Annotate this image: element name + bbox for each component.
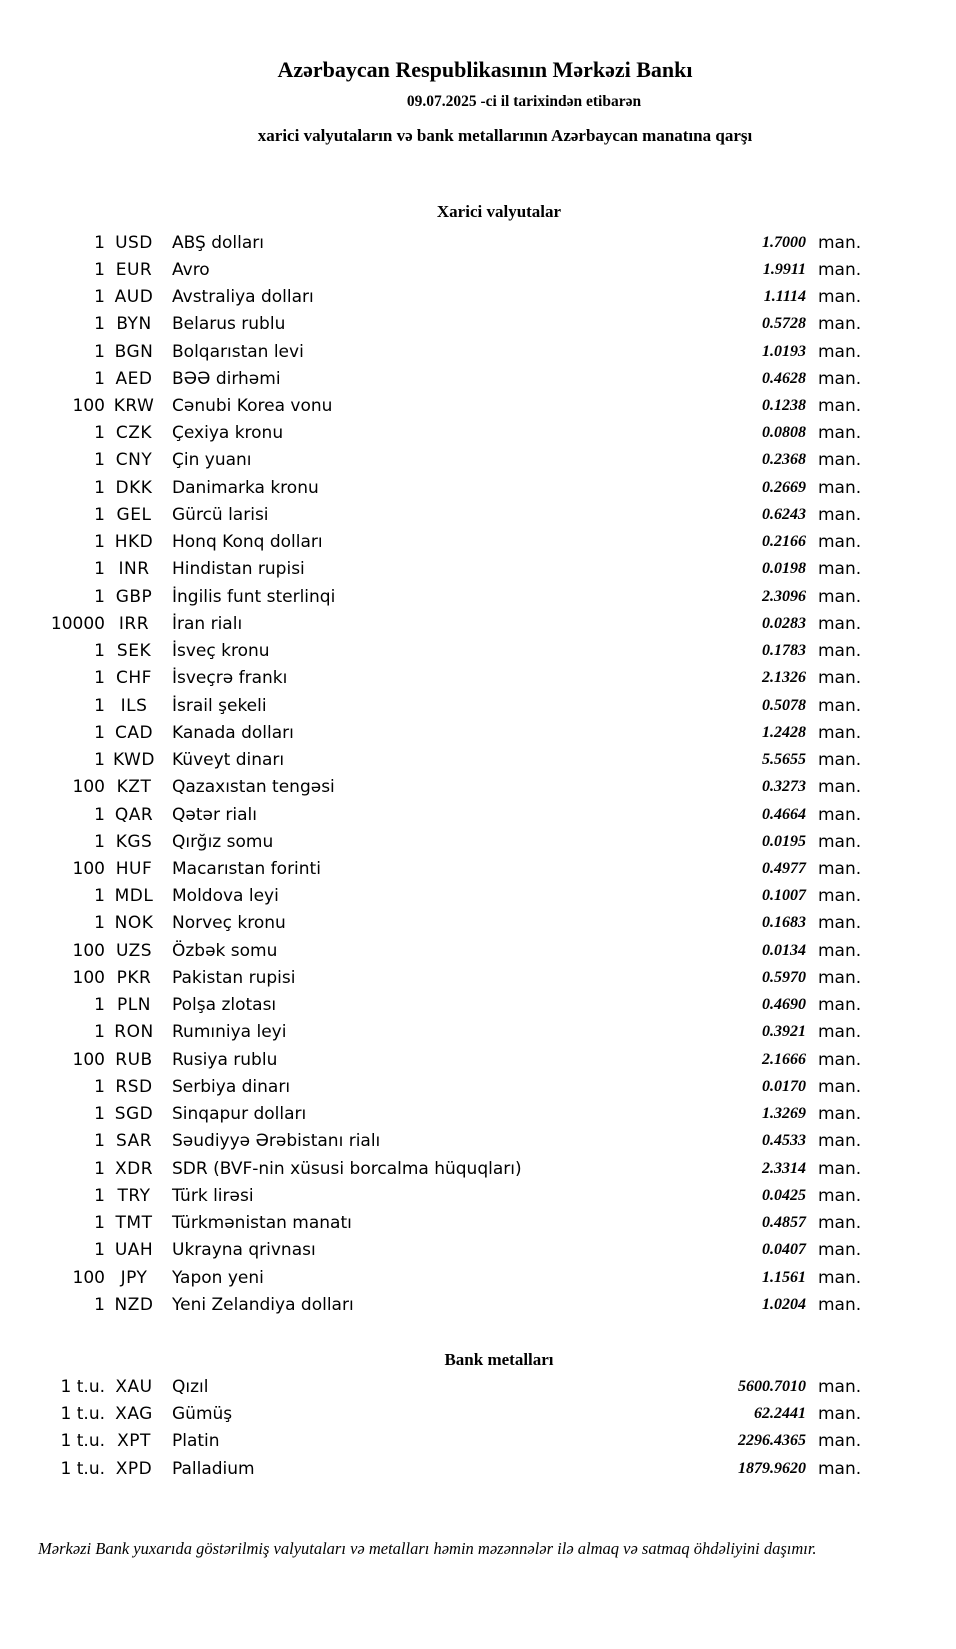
row-currency-name: Hindistan rupisi — [172, 559, 305, 580]
row-currency-code: PKR — [116, 967, 152, 988]
row-rate-value: 0.0198 — [762, 560, 806, 578]
row-quantity: 1 t.u. — [60, 1431, 105, 1452]
rate-table-row — [0, 1073, 956, 1100]
row-quantity: 1 — [94, 368, 105, 389]
row-rate-value: 0.0195 — [762, 832, 806, 850]
row-currency-code: BGN — [114, 341, 154, 362]
row-rate-value: 2296.4365 — [738, 1432, 806, 1450]
row-currency-name: İsveçrə frankı — [172, 668, 288, 689]
rate-table-row — [0, 937, 956, 964]
row-unit-label: man. — [818, 613, 862, 634]
row-quantity: 100 — [72, 967, 105, 988]
row-quantity: 1 — [94, 1294, 105, 1315]
rate-table-row — [0, 692, 956, 719]
row-unit-label: man. — [818, 504, 862, 525]
row-rate-value: 0.3273 — [762, 778, 806, 796]
row-currency-code: DKK — [115, 477, 153, 498]
row-unit-label: man. — [818, 1267, 862, 1288]
row-currency-code: XAU — [115, 1376, 153, 1397]
row-currency-code: KWD — [113, 750, 155, 771]
row-currency-name: İsrail şekeli — [172, 695, 267, 716]
row-currency-code: RON — [114, 1022, 154, 1043]
currencies-table — [0, 229, 956, 1318]
currencies-section-heading: Xarici valyutalar — [436, 202, 562, 221]
row-unit-label: man. — [818, 1458, 862, 1479]
rate-table-row — [0, 774, 956, 801]
row-currency-name: Moldova leyi — [172, 886, 279, 907]
row-currency-code: KRW — [113, 396, 155, 417]
row-rate-value: 0.0134 — [762, 941, 806, 959]
row-rate-value: 0.2368 — [762, 451, 806, 469]
row-currency-name: ABŞ dolları — [172, 232, 264, 253]
row-quantity: 1 — [94, 1240, 105, 1261]
rate-table-row — [0, 992, 956, 1019]
row-unit-label: man. — [818, 1076, 862, 1097]
row-rate-value: 0.1007 — [762, 887, 806, 905]
row-currency-name: Palladium — [172, 1458, 255, 1479]
row-currency-code: EUR — [115, 259, 153, 280]
row-rate-value: 0.4628 — [762, 369, 806, 387]
row-unit-label: man. — [818, 450, 862, 471]
row-rate-value: 0.4857 — [762, 1214, 806, 1232]
row-quantity: 1 t.u. — [60, 1458, 105, 1479]
row-unit-label: man. — [818, 967, 862, 988]
rate-table-row — [0, 1155, 956, 1182]
row-rate-value: 0.3921 — [762, 1023, 806, 1041]
row-quantity: 1 t.u. — [60, 1404, 105, 1425]
row-rate-value: 1.9911 — [762, 260, 806, 278]
row-currency-code: TRY — [117, 1185, 151, 1206]
row-rate-value: 5600.7010 — [738, 1377, 806, 1395]
row-unit-label: man. — [818, 750, 862, 771]
row-rate-value: 0.6243 — [762, 505, 806, 523]
row-currency-name: Səudiyyə Ərəbistanı rialı — [172, 1131, 381, 1152]
row-currency-code: NOK — [114, 913, 154, 934]
row-quantity: 1 — [94, 232, 105, 253]
row-currency-code: USD — [115, 232, 153, 253]
row-currency-code: UAH — [114, 1240, 154, 1261]
row-unit-label: man. — [818, 1158, 862, 1179]
row-quantity: 100 — [72, 940, 105, 961]
row-currency-name: Çin yuanı — [172, 450, 252, 471]
rate-table-row — [0, 638, 956, 665]
row-currency-name: Gürcü larisi — [172, 504, 269, 525]
row-currency-name: Pakistan rupisi — [172, 967, 296, 988]
row-currency-name: Küveyt dinarı — [172, 750, 285, 771]
row-currency-code: AED — [115, 368, 153, 389]
row-rate-value: 1.1114 — [763, 288, 806, 306]
rate-table-row — [0, 1019, 956, 1046]
row-unit-label: man. — [818, 287, 862, 308]
row-currency-code: HKD — [114, 532, 154, 553]
row-unit-label: man. — [818, 368, 862, 389]
rate-table-row — [0, 365, 956, 392]
row-rate-value: 0.5728 — [762, 315, 806, 333]
row-quantity: 1 — [94, 423, 105, 444]
row-quantity: 1 — [94, 450, 105, 471]
rate-table-row — [0, 964, 956, 991]
rate-table-row — [0, 801, 956, 828]
rate-table-row — [0, 1291, 956, 1318]
row-unit-label: man. — [818, 1240, 862, 1261]
row-unit-label: man. — [818, 259, 862, 280]
row-currency-name: Qızıl — [172, 1376, 209, 1397]
row-currency-code: GEL — [116, 504, 152, 525]
rate-table-row — [0, 1182, 956, 1209]
rate-table-row — [0, 1373, 956, 1400]
row-currency-name: Polşa zlotası — [172, 995, 277, 1016]
row-rate-value: 0.4664 — [762, 805, 806, 823]
rate-table-row — [0, 1209, 956, 1236]
row-rate-value: 1.3269 — [762, 1105, 806, 1123]
row-currency-code: TMT — [115, 1213, 153, 1234]
row-quantity: 100 — [72, 777, 105, 798]
rate-table-row — [0, 910, 956, 937]
row-quantity: 1 t.u. — [60, 1376, 105, 1397]
page-subtitle: xarici valyutaların və bank metallarının Azərbaycan manatına qarşı — [257, 126, 753, 145]
row-rate-value: 0.0425 — [762, 1186, 806, 1204]
row-unit-label: man. — [818, 1213, 862, 1234]
rate-table-row — [0, 229, 956, 256]
row-unit-label: man. — [818, 722, 862, 743]
row-unit-label: man. — [818, 1376, 862, 1397]
row-currency-name: Danimarka kronu — [172, 477, 319, 498]
row-currency-code: INR — [118, 559, 150, 580]
rate-table-row — [0, 283, 956, 310]
metals-section-heading: Bank metalları — [444, 1350, 554, 1370]
row-unit-label: man. — [818, 232, 862, 253]
row-unit-label: man. — [818, 668, 862, 689]
row-currency-name: Rumıniya leyi — [172, 1022, 287, 1043]
row-currency-name: Cənubi Korea vonu — [172, 396, 333, 417]
row-rate-value: 0.1238 — [762, 397, 806, 415]
row-currency-code: XDR — [114, 1158, 154, 1179]
row-quantity: 1 — [94, 804, 105, 825]
row-rate-value: 2.3096 — [762, 587, 806, 605]
row-currency-name: Avro — [172, 259, 210, 280]
row-currency-name: Bolqarıstan levi — [172, 341, 304, 362]
row-quantity: 1 — [94, 750, 105, 771]
row-currency-code: AUD — [114, 287, 154, 308]
row-rate-value: 1.7000 — [762, 233, 806, 251]
row-rate-value: 0.0808 — [762, 424, 806, 442]
row-currency-code: CZK — [115, 423, 153, 444]
rate-table-row — [0, 665, 956, 692]
row-unit-label: man. — [818, 1049, 862, 1070]
row-currency-name: Yeni Zelandiya dolları — [172, 1294, 354, 1315]
row-quantity: 1 — [94, 722, 105, 743]
row-currency-name: Belarus rublu — [172, 314, 286, 335]
rate-table-row — [0, 883, 956, 910]
row-currency-code: UZS — [115, 940, 153, 961]
row-currency-name: Norveç kronu — [172, 913, 286, 934]
row-currency-code: ILS — [120, 695, 148, 716]
row-unit-label: man. — [818, 1131, 862, 1152]
row-rate-value: 0.4977 — [762, 860, 806, 877]
row-currency-name: Çexiya kronu — [172, 423, 284, 444]
row-currency-name: SDR (BVF-nin xüsusi borcalma hüquqları) — [172, 1158, 522, 1179]
row-unit-label: man. — [818, 341, 862, 362]
row-quantity: 1 — [94, 641, 105, 662]
row-rate-value: 2.1326 — [762, 669, 806, 687]
row-currency-name: Yapon yeni — [172, 1267, 264, 1288]
row-currency-name: Honq Konq dolları — [172, 532, 323, 553]
row-rate-value: 0.1683 — [762, 914, 806, 932]
rate-table-row — [0, 1101, 956, 1128]
row-quantity: 1 — [94, 1158, 105, 1179]
row-currency-code: NZD — [114, 1294, 154, 1315]
row-unit-label: man. — [818, 831, 862, 852]
row-unit-label: man. — [818, 396, 862, 417]
row-currency-code: BYN — [116, 314, 152, 335]
row-currency-name: Ukrayna qrivnası — [172, 1240, 316, 1261]
row-currency-code: SGD — [114, 1104, 154, 1125]
row-currency-name: Qırğız somu — [172, 831, 274, 852]
row-rate-value: 2.3314 — [762, 1159, 806, 1177]
row-currency-code: GBP — [115, 586, 153, 607]
row-currency-name: İngilis funt sterlinqi — [172, 586, 336, 607]
row-currency-name: Qətər rialı — [172, 804, 257, 825]
row-currency-name: Rusiya rublu — [172, 1049, 278, 1070]
row-quantity: 1 — [94, 995, 105, 1016]
row-currency-name: Qazaxıstan tengəsi — [172, 777, 335, 798]
row-unit-label: man. — [818, 995, 862, 1016]
row-currency-name: Türk lirəsi — [172, 1185, 254, 1206]
row-currency-code: MDL — [114, 886, 154, 907]
rate-table-row — [0, 746, 956, 773]
row-currency-code: CAD — [114, 722, 154, 743]
row-unit-label: man. — [818, 859, 862, 879]
row-unit-label: man. — [818, 532, 862, 553]
row-currency-name: Özbək somu — [172, 940, 278, 961]
row-rate-value: 1.2428 — [762, 723, 806, 741]
row-currency-name: Macarıstan forinti — [172, 859, 321, 879]
row-currency-name: Avstraliya dolları — [172, 287, 314, 308]
row-currency-code: XAG — [115, 1404, 153, 1425]
rate-table-row — [0, 719, 956, 746]
disclaimer-note: Mərkəzi Bank yuxarıda göstərilmiş valyutaları və metalları həmin məzənnələr ilə almaq və satmaq öhdəliyini daşımır. — [38, 1539, 817, 1559]
row-quantity: 100 — [72, 859, 105, 879]
row-unit-label: man. — [818, 1431, 862, 1452]
row-unit-label: man. — [818, 940, 862, 961]
row-currency-code: XPT — [117, 1431, 151, 1452]
rate-table-row — [0, 1264, 956, 1291]
effective-date-line: 09.07.2025 -ci il tarixindən etibarən — [406, 93, 642, 110]
row-rate-value: 0.1783 — [762, 642, 806, 660]
row-quantity: 1 — [94, 559, 105, 580]
row-unit-label: man. — [818, 1185, 862, 1206]
row-currency-code: HUF — [115, 859, 153, 879]
rate-table-row — [0, 501, 956, 528]
row-unit-label: man. — [818, 423, 862, 444]
row-unit-label: man. — [818, 1104, 862, 1125]
row-currency-code: JPY — [120, 1267, 148, 1288]
rate-table-row — [0, 338, 956, 365]
row-currency-code: PLN — [117, 995, 151, 1016]
rate-table-row — [0, 311, 956, 338]
rate-table-row — [0, 1428, 956, 1455]
row-unit-label: man. — [818, 886, 862, 907]
row-currency-name: Türkmənistan manatı — [172, 1213, 352, 1234]
row-currency-name: İsveç kronu — [172, 641, 270, 662]
row-rate-value: 0.0283 — [762, 614, 806, 632]
row-quantity: 1 — [94, 341, 105, 362]
row-currency-code: SEK — [116, 641, 152, 662]
row-quantity: 1 — [94, 1213, 105, 1234]
rate-table-row — [0, 855, 956, 882]
row-unit-label: man. — [818, 314, 862, 335]
row-unit-label: man. — [818, 586, 862, 607]
rate-table-row — [0, 1237, 956, 1264]
row-rate-value: 62.2441 — [754, 1405, 806, 1423]
row-currency-name: BƏƏ dirhəmi — [172, 368, 281, 389]
row-unit-label: man. — [818, 1022, 862, 1043]
rate-table-row — [0, 529, 956, 556]
row-quantity: 100 — [72, 1049, 105, 1070]
rate-table-row — [0, 556, 956, 583]
row-currency-code: KGS — [115, 831, 153, 852]
row-quantity: 1 — [94, 1076, 105, 1097]
row-rate-value: 5.5655 — [762, 751, 806, 769]
row-quantity: 1 — [94, 1185, 105, 1206]
row-quantity: 100 — [72, 396, 105, 417]
row-currency-name: Sinqapur dolları — [172, 1104, 307, 1125]
rate-table-row — [0, 256, 956, 283]
row-unit-label: man. — [818, 1404, 862, 1425]
rate-table-row — [0, 828, 956, 855]
row-unit-label: man. — [818, 777, 862, 798]
row-quantity: 1 — [94, 259, 105, 280]
rate-table-row — [0, 610, 956, 637]
rate-table-row — [0, 447, 956, 474]
row-rate-value: 1879.9620 — [738, 1459, 806, 1477]
row-quantity: 1 — [94, 1022, 105, 1043]
row-unit-label: man. — [818, 477, 862, 498]
row-currency-name: Kanada dolları — [172, 722, 294, 743]
row-currency-code: CHF — [116, 668, 152, 689]
row-quantity: 1 — [94, 913, 105, 934]
row-currency-code: KZT — [116, 777, 152, 798]
row-currency-code: SAR — [115, 1131, 153, 1152]
metals-table — [0, 1373, 956, 1482]
rate-table-row — [0, 1455, 956, 1482]
row-currency-code: QAR — [114, 804, 154, 825]
row-unit-label: man. — [818, 695, 862, 716]
row-quantity: 1 — [94, 886, 105, 907]
row-currency-code: RSD — [115, 1076, 153, 1097]
row-unit-label: man. — [818, 804, 862, 825]
row-unit-label: man. — [818, 913, 862, 934]
row-unit-label: man. — [818, 559, 862, 580]
row-quantity: 1 — [94, 314, 105, 335]
row-rate-value: 0.2166 — [762, 533, 806, 551]
rate-table-row — [0, 1046, 956, 1073]
rate-table-row — [0, 474, 956, 501]
row-rate-value: 0.0170 — [762, 1077, 806, 1095]
row-rate-value: 2.1666 — [762, 1050, 806, 1068]
row-currency-name: Platin — [172, 1431, 220, 1452]
row-quantity: 1 — [94, 1131, 105, 1152]
row-currency-name: İran rialı — [172, 613, 243, 634]
rate-table-row — [0, 392, 956, 419]
row-rate-value: 1.0193 — [762, 342, 806, 360]
row-unit-label: man. — [818, 641, 862, 662]
row-rate-value: 0.2669 — [762, 478, 806, 496]
rate-table-row — [0, 583, 956, 610]
row-currency-code: IRR — [118, 613, 150, 634]
row-rate-value: 0.5078 — [762, 696, 806, 714]
row-quantity: 1 — [94, 532, 105, 553]
row-currency-code: CNY — [115, 450, 153, 471]
row-unit-label: man. — [818, 1294, 862, 1315]
row-quantity: 1 — [94, 504, 105, 525]
row-rate-value: 0.4690 — [762, 996, 806, 1014]
row-currency-code: RUB — [115, 1049, 153, 1070]
row-quantity: 1 — [94, 1104, 105, 1125]
row-quantity: 1 — [94, 668, 105, 689]
row-quantity: 10000 — [50, 613, 105, 634]
row-quantity: 1 — [94, 831, 105, 852]
page-title: Azərbaycan Respublikasının Mərkəzi Bankı — [277, 57, 693, 82]
row-rate-value: 0.5970 — [762, 968, 806, 986]
rate-table-row — [0, 1128, 956, 1155]
row-rate-value: 1.0204 — [762, 1295, 806, 1313]
row-currency-code: XPD — [115, 1458, 153, 1479]
row-quantity: 1 — [94, 287, 105, 308]
row-quantity: 1 — [94, 477, 105, 498]
row-rate-value: 0.4533 — [762, 1132, 806, 1150]
row-quantity: 1 — [94, 695, 105, 716]
rate-table-row — [0, 420, 956, 447]
row-quantity: 100 — [72, 1267, 105, 1288]
row-currency-name: Serbiya dinarı — [172, 1076, 291, 1097]
row-currency-name: Gümüş — [172, 1404, 233, 1425]
row-quantity: 1 — [94, 586, 105, 607]
row-rate-value: 0.0407 — [762, 1241, 806, 1259]
rate-table-row — [0, 1401, 956, 1428]
row-rate-value: 1.1561 — [762, 1268, 806, 1286]
